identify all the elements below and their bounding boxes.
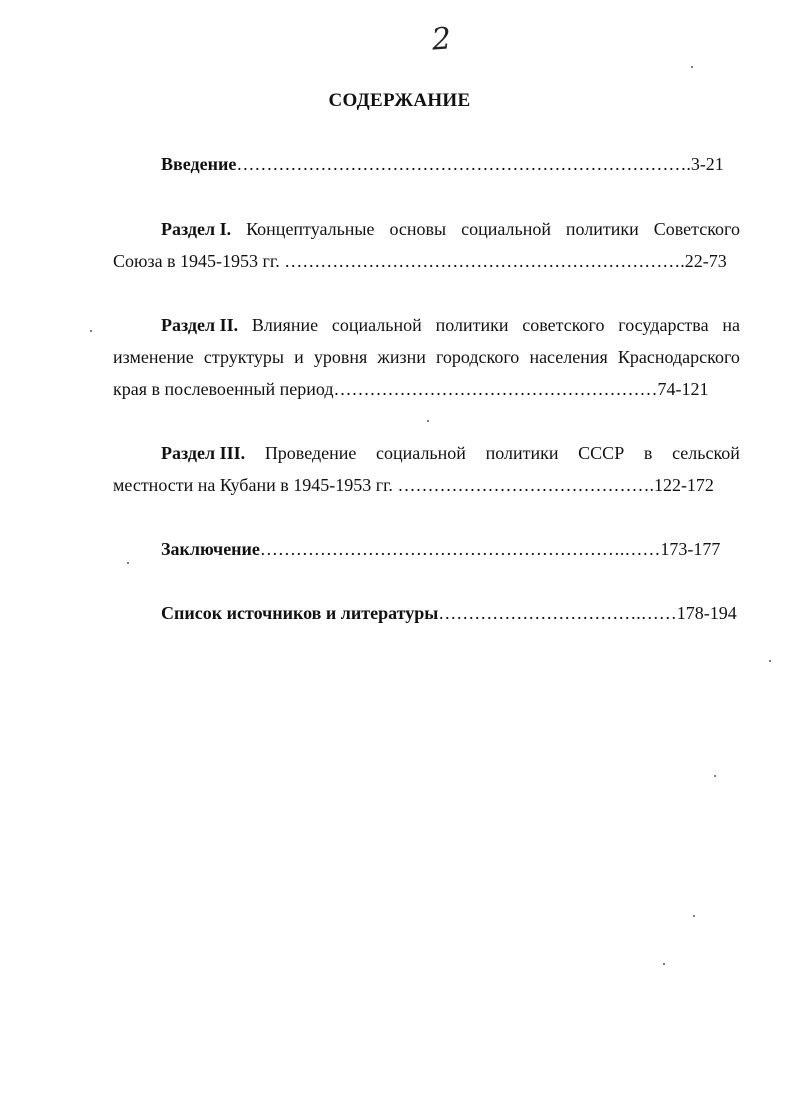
scan-speck	[127, 562, 129, 564]
toc-intro-pages: 3-21	[690, 154, 724, 174]
toc-section1-word: Советского	[653, 219, 740, 239]
toc-section2-word: на	[722, 315, 740, 335]
toc-intro-label: Введение	[161, 154, 237, 174]
scan-speck	[691, 66, 693, 68]
toc-conclusion-leader: …………………………………………………….……	[259, 539, 661, 559]
toc-section2-word: жизни	[377, 347, 426, 367]
toc-section2-word: структуры	[203, 347, 284, 367]
toc-section2-word: Влияние	[251, 315, 319, 335]
toc-section2-word: политики	[435, 315, 509, 335]
toc-section1-line2	[113, 250, 727, 272]
toc-section3-line1	[161, 442, 740, 464]
toc-section3-word: социальной	[376, 443, 466, 463]
scan-speck	[693, 915, 695, 917]
toc-section2-leader: ………………………………………………	[333, 379, 658, 399]
toc-conclusion-label: Заключение	[161, 539, 260, 559]
toc-section1-leader: ………………………………………………………….	[279, 251, 685, 271]
toc-section3-word: Проведение	[264, 443, 357, 463]
toc-entry-conclusion	[161, 538, 720, 560]
scan-speck	[663, 963, 665, 965]
toc-section2-label: Раздел II.	[161, 315, 239, 335]
scan-speck	[90, 330, 92, 332]
scan-speck	[427, 420, 429, 422]
handwritten-page-number: 2	[430, 21, 453, 58]
toc-section2-pages: 74-121	[657, 379, 709, 399]
toc-entry-sources	[161, 602, 737, 624]
toc-section2-word: социальной	[331, 315, 422, 335]
toc-entry-intro	[161, 153, 724, 175]
toc-section3-word: СССР	[578, 443, 625, 463]
toc-section3-line2	[113, 474, 714, 496]
toc-section3-word: в	[643, 443, 653, 463]
toc-sources-leader: …………………………….……	[438, 603, 677, 623]
toc-section3-pages: 122-172	[653, 475, 714, 495]
toc-section1-line1	[161, 218, 740, 240]
toc-section2-word: изменение	[113, 347, 194, 367]
toc-sources-label: Список источников и литературы	[161, 603, 439, 623]
toc-section2-word: и	[294, 347, 304, 367]
toc-section2-word: государства	[618, 315, 709, 335]
toc-section2-word: населения	[529, 347, 608, 367]
toc-section3-label: Раздел III.	[161, 443, 246, 463]
toc-conclusion-pages: 173-177	[660, 539, 721, 559]
page-title: СОДЕРЖАНИЕ	[328, 90, 471, 111]
toc-section2-line2	[113, 346, 740, 368]
toc-section1-word: социальной	[461, 219, 551, 239]
toc-section1-label: Раздел I.	[161, 219, 232, 239]
scan-speck	[714, 775, 716, 777]
toc-section3-text: местности на Кубани в 1945-1953 гг.	[113, 475, 393, 495]
toc-section2-line1	[161, 314, 740, 336]
toc-intro-leader: ………………………………………………………………….	[236, 154, 691, 174]
toc-section2-line3	[113, 378, 709, 400]
toc-section1-word: основы	[389, 219, 447, 239]
toc-sources-pages: 178-194	[676, 603, 737, 623]
toc-section2-text: края в послевоенный период	[113, 379, 334, 399]
scan-speck	[769, 660, 771, 662]
toc-section1-word: политики	[565, 219, 639, 239]
toc-section3-leader: …………………………………….	[392, 475, 654, 495]
toc-section1-text: Союза в 1945-1953 гг.	[113, 251, 280, 271]
toc-section2-word: советского	[522, 315, 605, 335]
toc-section1-pages: 22-73	[684, 251, 727, 271]
toc-section2-word: городского	[435, 347, 520, 367]
toc-section3-word: сельской	[672, 443, 740, 463]
toc-section3-word: политики	[485, 443, 559, 463]
toc-section2-word: Краснодарского	[617, 347, 740, 367]
toc-section1-word: Концептуальные	[246, 219, 375, 239]
toc-section2-word: уровня	[313, 347, 368, 367]
